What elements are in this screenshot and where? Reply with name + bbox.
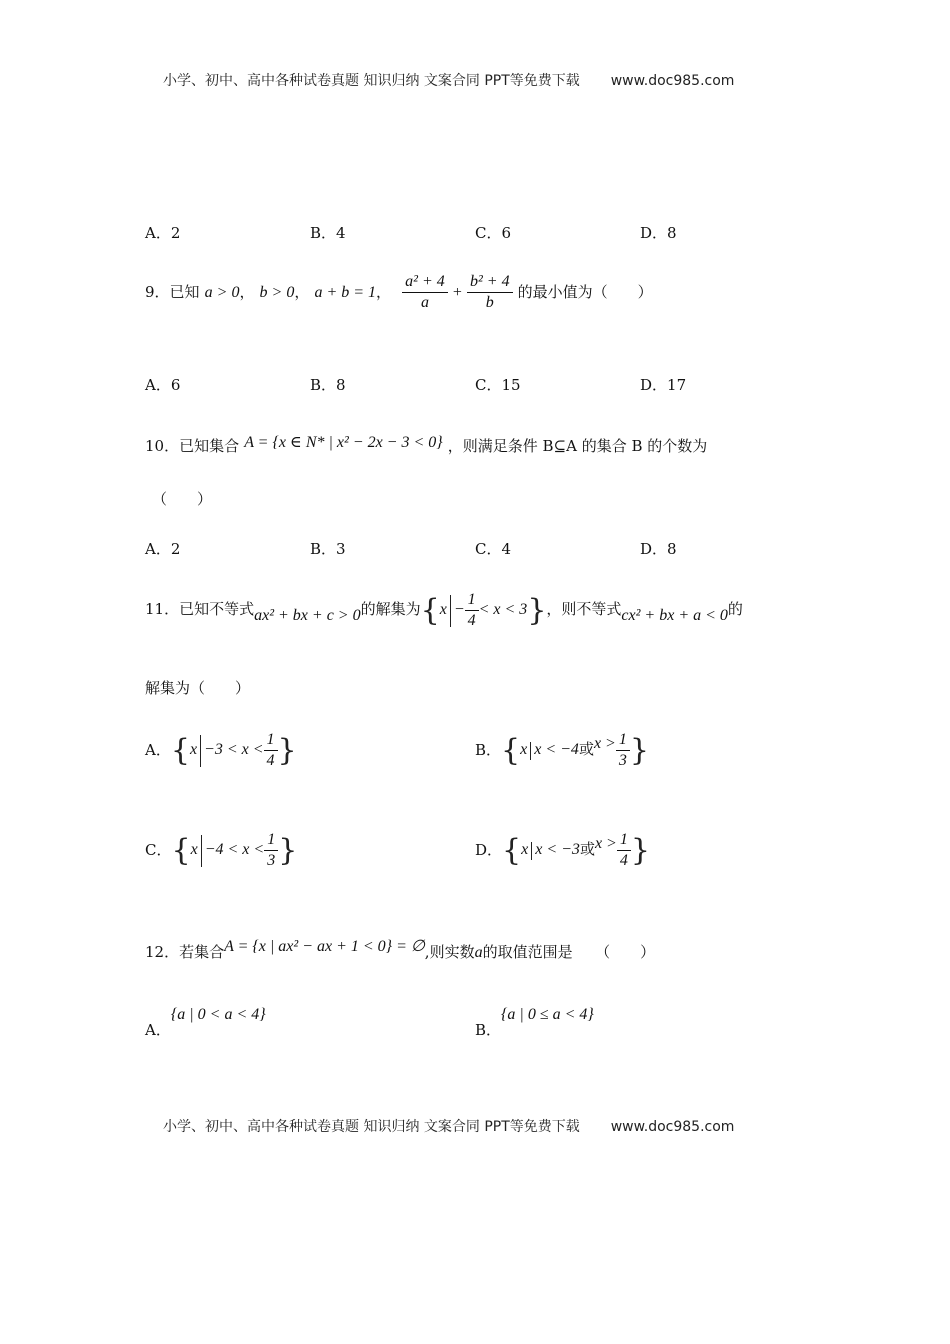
q11-optC-label: C． (145, 841, 172, 860)
q12-var: a (474, 944, 483, 961)
q11-set-var: x (439, 601, 447, 619)
q9-frac2-num: b² + 4 (467, 272, 513, 293)
question-10 (145, 432, 707, 456)
q11-optD-label: D． (475, 841, 503, 860)
question-9 (145, 272, 653, 313)
q11-optD-or: 或 (579, 842, 595, 859)
q11-set-cond: < x < 3 (478, 601, 528, 619)
q8-option-c: C．6 (475, 224, 512, 242)
q12-optB-expr: {a | 0 ≤ a < 4} (501, 1006, 594, 1023)
frac-den: 3 (267, 852, 276, 869)
frac-num: 1 (616, 730, 630, 751)
q12-option-b (475, 1004, 594, 1040)
q11-set-fraction (465, 590, 479, 631)
q11-optB-var: x (520, 741, 528, 759)
page-header (163, 70, 734, 90)
q10-number: 10．已知集合 (145, 437, 240, 455)
q12-set-expr: A = {x | ax² − ax + 1 < 0} = ∅ (224, 938, 425, 955)
q11-number: 11．已知不等式 (145, 600, 255, 619)
q11-option-d (475, 830, 650, 871)
q11-optD-fraction (617, 830, 631, 871)
q9-cond-sum: a + b = 1 (314, 284, 377, 301)
q11-option-c (145, 830, 297, 871)
q9-cond-a: a > 0 (204, 284, 240, 301)
q10-tail: ，则满足条件 B⊆A 的集合 B 的个数为 (447, 437, 708, 455)
frac-num: 1 (264, 730, 278, 751)
left-brace: { (170, 733, 190, 768)
frac-den: 4 (266, 752, 275, 769)
q12-optB-label: B． (475, 1021, 502, 1039)
q11-optD-cond: x < −3 (535, 841, 580, 859)
q11-optB-label: B． (475, 741, 502, 760)
q10-option-b: B．3 (310, 540, 346, 558)
q11-optB-cond: x < −4 (534, 741, 579, 759)
right-brace: } (527, 593, 547, 628)
q9-frac1-den: a (420, 294, 429, 311)
q10-option-c: C．4 (475, 540, 512, 558)
question-11 (145, 590, 743, 631)
q10-paren: （ ） (152, 490, 213, 508)
right-brace: } (277, 733, 297, 768)
q12-optA-label: A． (145, 1021, 171, 1039)
q12-optA-expr: {a | 0 < a < 4} (170, 1006, 266, 1023)
q12-number: 12．若集合 (145, 943, 225, 961)
q11-optC-var: x (190, 841, 198, 859)
q11-de: 的 (727, 600, 743, 619)
q10-set-expr: A = {x ∈ N* | x² − 2x − 3 < 0} (244, 434, 443, 451)
q11-optC-cond: −4 < x < (204, 841, 265, 859)
q9-cond-b: b > 0 (259, 284, 295, 301)
q9-option-d: D．17 (640, 376, 687, 394)
q9-sep: ， (294, 283, 310, 301)
page-footer (163, 1116, 734, 1136)
q8-option-d: D．8 (640, 224, 677, 242)
q9-fraction-1 (402, 272, 448, 313)
q11-ineq2: cx² + bx + a < 0 (621, 607, 728, 625)
frac-den: 3 (618, 752, 627, 769)
q11-optA-label: A． (145, 741, 171, 760)
header-text: 小学、初中、高中各种试卷真题 知识归纳 文案合同 PPT等免费下载 (163, 73, 580, 89)
question-12 (145, 936, 655, 962)
right-brace: } (630, 833, 650, 868)
q9-number: 9．已知 (145, 283, 200, 301)
q10-option-d: D．8 (640, 540, 677, 558)
q11-optA-fraction (264, 730, 278, 771)
q9-plus: + (452, 284, 462, 301)
set-bar (450, 595, 451, 627)
q11-optB-fraction (616, 730, 630, 771)
q12-tail: ,则实数 (424, 943, 475, 961)
q11-minus: − (453, 601, 465, 619)
q11-optD-var: x (521, 841, 529, 859)
q11-optA-var: x (189, 741, 198, 759)
q12-tail2: 的取值范围是 （ ） (482, 943, 656, 961)
frac-num: 1 (617, 830, 631, 851)
q11-optB-or: 或 (578, 742, 594, 759)
q11-optD-cond2: x > (594, 835, 617, 853)
q9-tail: 的最小值为（ ） (517, 283, 653, 301)
q9-fraction-2 (467, 272, 513, 313)
q9-option-a: A．6 (145, 376, 181, 394)
q11-optB-cond2: x > (593, 735, 616, 753)
q9-sep: ， (376, 283, 392, 301)
q9-option-b: B．8 (310, 376, 346, 394)
q11-optC-fraction (264, 830, 278, 871)
q11-mid: 的解集为 (360, 600, 421, 619)
q8-option-b: B．4 (310, 224, 346, 242)
q11-comma-text: ，则不等式 (546, 600, 622, 619)
left-brace: { (501, 733, 521, 768)
q11-ineq1: ax² + bx + c > 0 (254, 607, 361, 625)
q11-solution-set (420, 591, 547, 629)
q11-option-a (145, 730, 297, 771)
q10-option-a: A．2 (145, 540, 181, 558)
q11-frac-den: 4 (467, 612, 476, 629)
set-bar (200, 735, 201, 767)
left-brace: { (420, 593, 440, 628)
q9-frac1-num: a² + 4 (402, 272, 448, 293)
q9-frac2-den: b (485, 294, 494, 311)
q9-sep: ， (239, 283, 255, 301)
header-url: www.doc985.com (610, 73, 735, 89)
frac-den: 4 (619, 852, 628, 869)
left-brace: { (502, 833, 522, 868)
q12-option-a (145, 1004, 266, 1040)
footer-url: www.doc985.com (610, 1119, 735, 1135)
footer-text: 小学、初中、高中各种试卷真题 知识归纳 文案合同 PPT等免费下载 (163, 1119, 580, 1135)
q11-frac-num: 1 (465, 590, 479, 611)
q11-line2: 解集为（ ） (145, 679, 251, 697)
set-bar (531, 842, 532, 860)
right-brace: } (629, 733, 649, 768)
set-bar (530, 742, 531, 760)
left-brace: { (171, 833, 191, 868)
q8-option-a: A．2 (145, 224, 181, 242)
frac-num: 1 (264, 830, 278, 851)
q11-optA-cond: −3 < x < (204, 741, 264, 759)
set-bar (201, 835, 202, 867)
right-brace: } (278, 833, 298, 868)
q11-option-b (475, 730, 649, 771)
q9-option-c: C．15 (475, 376, 521, 394)
